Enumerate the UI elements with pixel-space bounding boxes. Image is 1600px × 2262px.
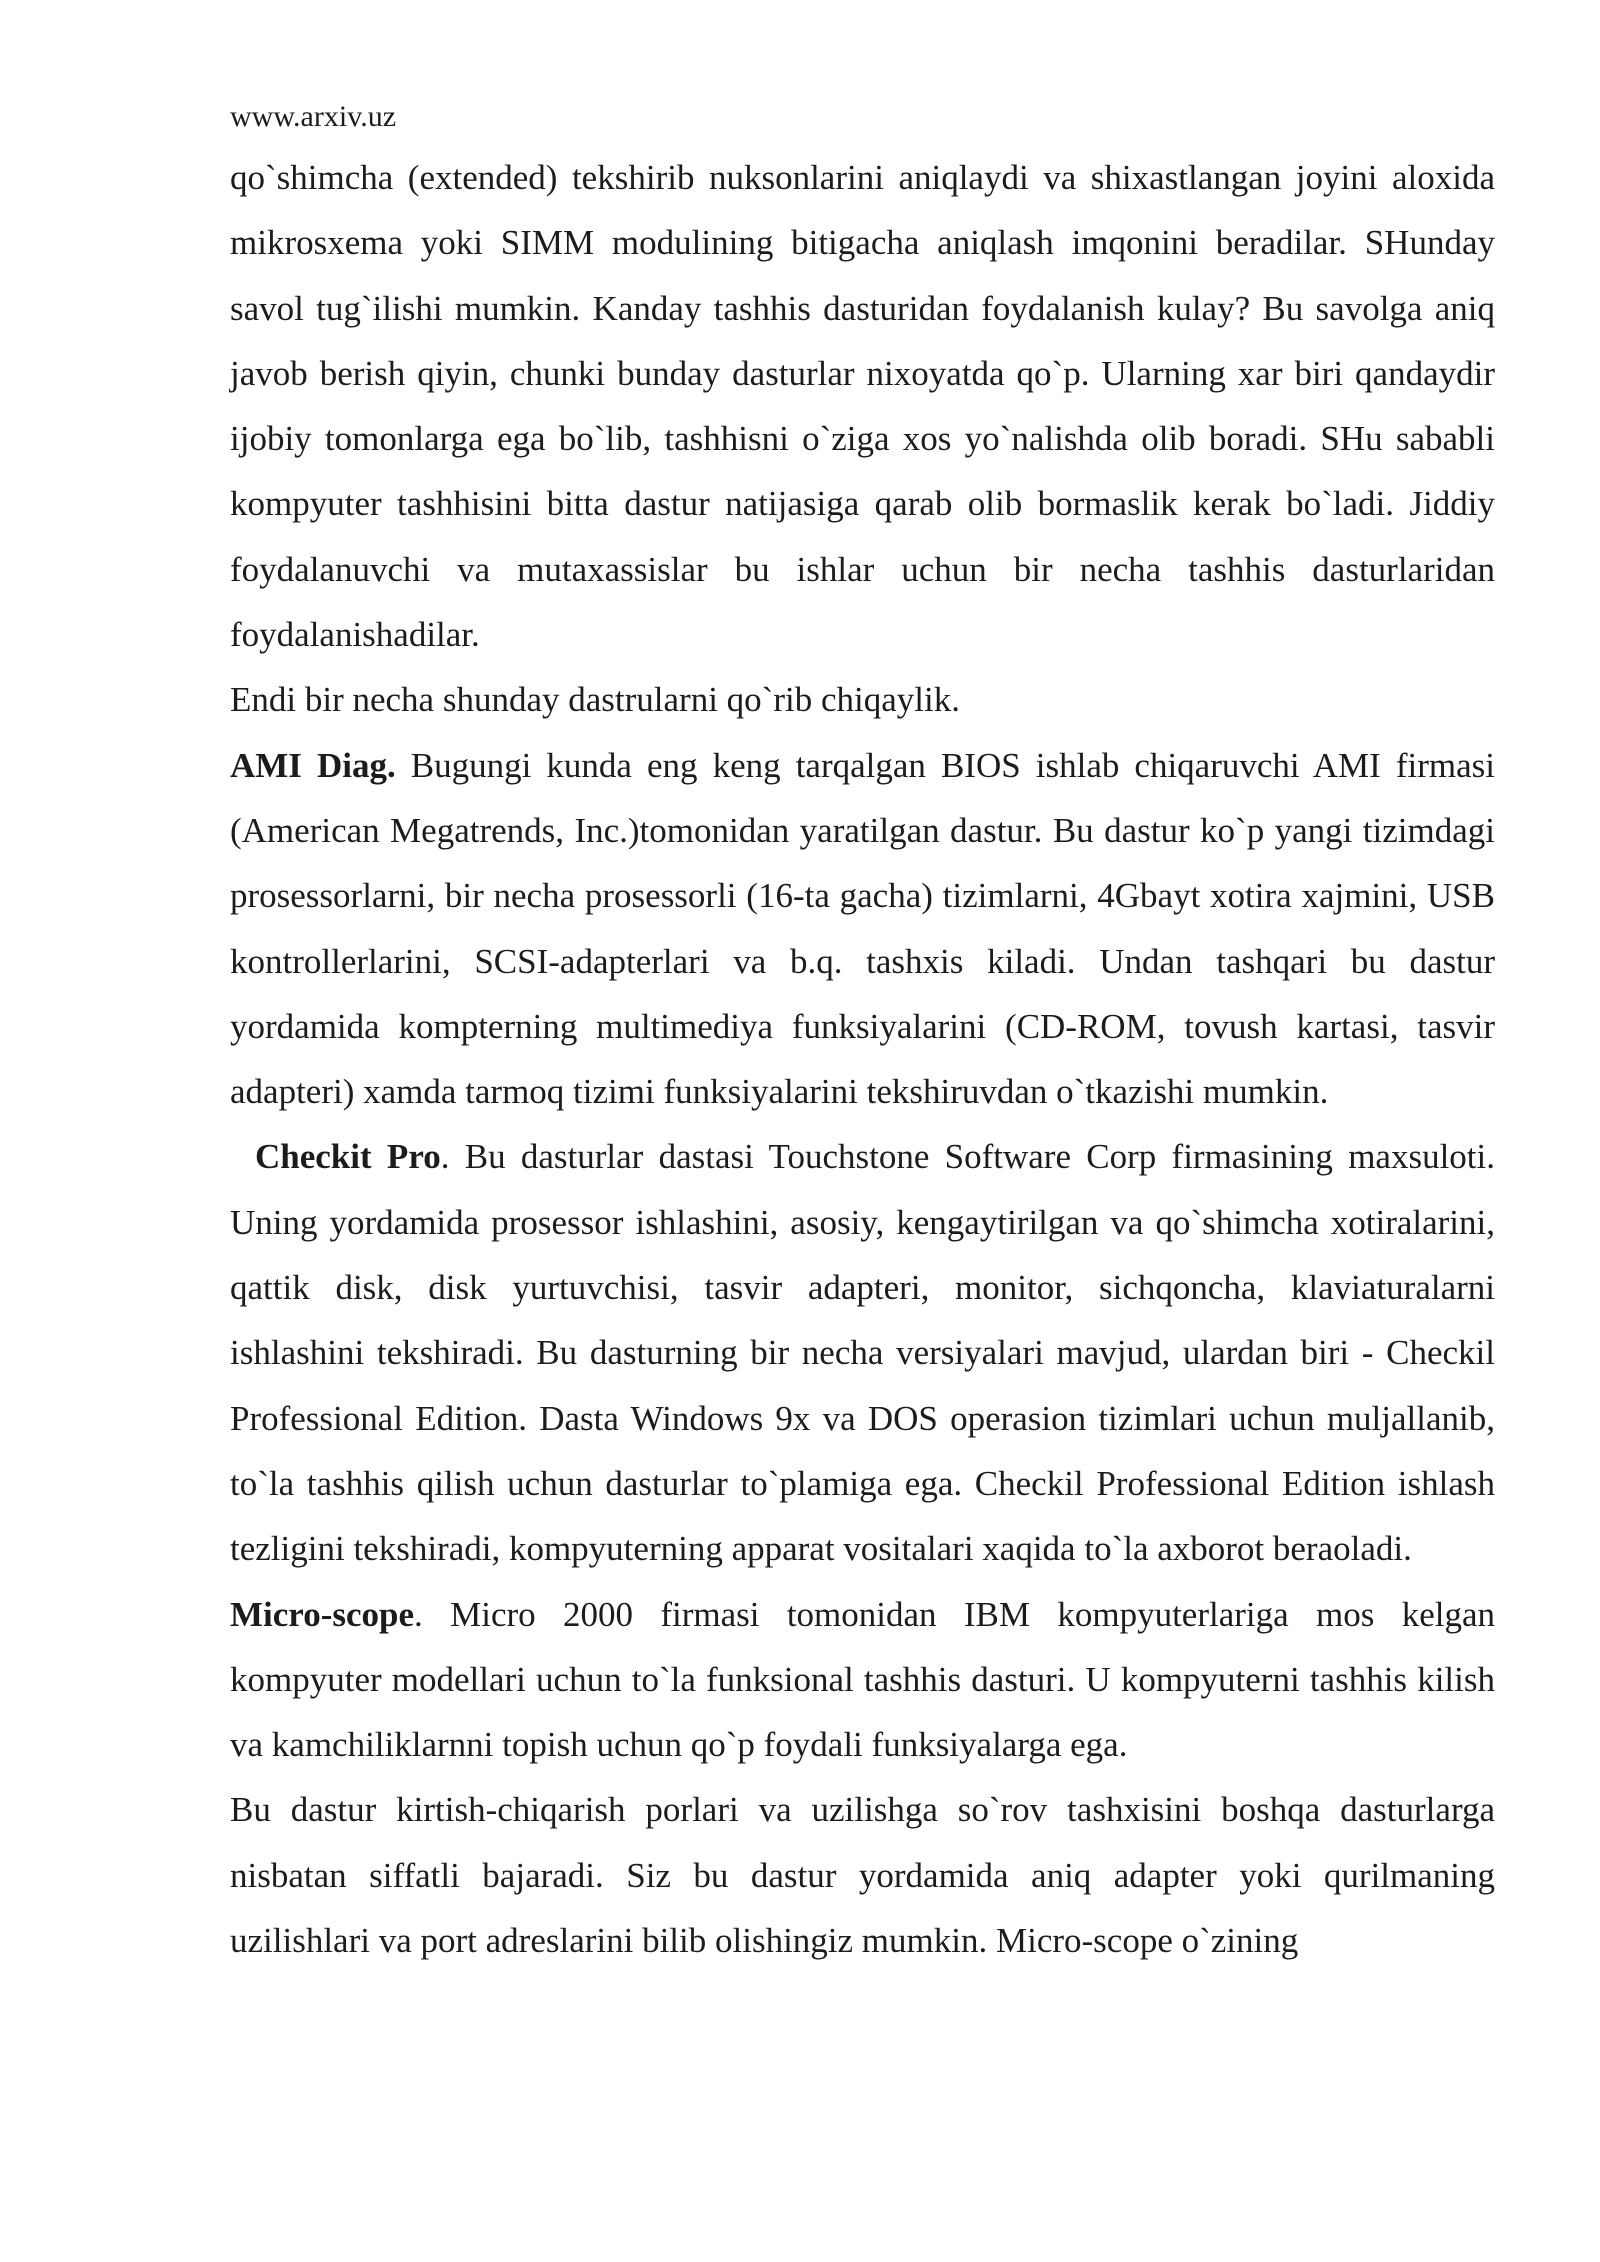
ami-diag-title: AMI Diag.	[230, 745, 396, 785]
paragraph-micro-scope-details: Bu dastur kirtish-chiqarish porlari va uzilishga so`rov tashxisini boshqa dasturlarga nisbatan siffatli bajaradi. Siz bu dastur yordamida aniq adapter yoki qurilmaning uzilishlari va port adreslarini bilib olishingiz mumkin. Micro-scope o`zining	[230, 1790, 1495, 1961]
checkit-pro-text: . Bu dasturlar dastasi Touchstone Software Corp firmasining maxsuloti. Uning yordamida prosessor ishlashini, asosiy, kengaytirilgan va qo`shimcha xotiralarini, qattik disk, disk yurtuvchisi, tasvir adapteri, monitor, sichqoncha, klaviaturalarni ishlashini tekshiradi. Bu dasturning bir necha versiyalari mavjud, ulardan biri - Checkil Professional Edition. Dasta Windows 9x va DOS operasion tizimlari uchun muljallanib, to`la tashhis qilish uchun dasturlar to`plamiga ega. Checkil Professional Edition ishlash tezligini tekshiradi, kompyuterning apparat vositalari xaqida to`la axborot beraoladi.	[230, 1137, 1495, 1569]
document-body	[230, 145, 1495, 1973]
paragraph-ami-diag	[230, 733, 1495, 1125]
micro-scope-title: Micro-scope	[230, 1594, 415, 1634]
micro-scope-text: . Micro 2000 firmasi tomonidan IBM kompyuterlariga mos kelgan kompyuter modellari uchun to`la funksional tashhis dasturi. U kompyuterni tashhis kilish va kamchiliklarnni topish uchun qo`p foydali funksiyalarga ega.	[230, 1594, 1495, 1765]
ami-diag-text: Bugungi kunda eng keng tarqalgan BIOS ishlab chiqaruvchi AMI firmasi (American Megatrends, Inc.)tomonidan yaratilgan dastur. Bu dastur ko`p yangi tizimdagi prosessorlarni, bir necha prosessorli (16-ta gacha) tizimlarni, 4Gbayt xotira xajmini, USB kontrollerlarini, SCSI-adapterlari va b.q. tashxis kiladi. Undan tashqari bu dastur yordamida kompterning multimediya funksiyalarini (CD-ROM, tovush kartasi, tasvir adapteri) xamda tarmoq tizimi funksiyalarini tekshiruvdan o`tkazishi mumkin.	[230, 745, 1495, 1112]
paragraph-intro: qo`shimcha (extended) tekshirib nuksonlarini aniqlaydi va shixastlangan joyini aloxida mikrosxema yoki SIMM modulining bitigacha aniqlash imqonini beradilar. SHunday savol tug`ilishi mumkin. Kanday tashhis dasturidan foydalanish kulay? Bu savolga aniq javob berish qiyin, chunki bunday dasturlar nixoyatda qo`p. Ularning xar biri qandaydir ijobiy tomonlarga ega bo`lib, tashhisni o`ziga xos yo`nalishda olib boradi. SHu sababli kompyuter tashhisini bitta dastur natijasiga qarab olib bormaslik kerak bo`ladi. Jiddiy foydalanuvchi va mutaxassislar bu ishlar uchun bir necha tashhis dasturlaridan foydalanishadilar.	[230, 158, 1495, 655]
header-url: www.arxiv.uz	[230, 100, 397, 133]
checkit-pro-title: Checkit Pro	[255, 1137, 441, 1177]
paragraph-checkit-pro	[230, 1124, 1495, 1581]
paragraph-micro-scope	[230, 1582, 1495, 1778]
paragraph-transition: Endi bir necha shunday dastrularni qo`rib chiqaylik.	[230, 680, 960, 720]
